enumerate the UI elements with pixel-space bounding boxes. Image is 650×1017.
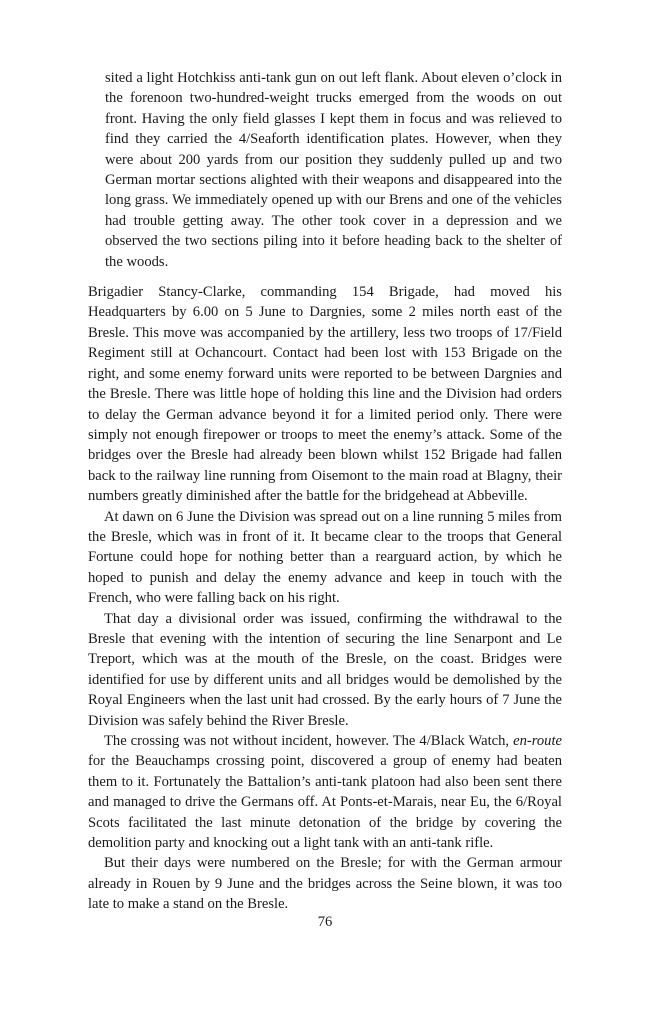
body-paragraph-1: Brigadier Stancy-Clarke, commanding 154 Brigade, had moved his Headquarters by 6.00 on 5 June to Dargnies, some 2 miles north east of the Bresle. This move was accompanied by the artillery, less two troops of 17/Field Regiment still at Ochancourt. Contact had been lost with 153 Brigade on the right, and some enemy forward units were reported to be between Dargnies and the Bresle. There was little hope of holding this line and the Division had orders to delay the German advance beyond it for a limited period only. There were simply not enough firepower or troops to meet the enemy’s attack. Some of the bridges over the Bresle had already been blown whilst 152 Brigade had fallen back to the railway line running from Oisemont to the main road at Blagny, their numbers greatly diminished after the battle for the bridgehead at Abbeville. (88, 284, 562, 505)
paragraph-4-text-start: The crossing was not without incident, however. The 4/Black Watch, (104, 733, 514, 749)
body-paragraph-2: At dawn on 6 June the Division was spread out on a line running 5 miles from the Bresle, which was in front of it. It became clear to the troops that General Fortune could hope for nothing better than a rearguard action, by which he hoped to punish and delay the enemy advance and keep in touch with the French, who were falling back on his right. (88, 508, 562, 607)
body-paragraph-5: But their days were numbered on the Bresle; for with the German armour already in Rouen by 9 June and the bridges across the Seine blown, it was too late to make a stand on the Bresle. (88, 855, 562, 913)
body-paragraph-4 (88, 731, 562, 853)
body-paragraph-3: That day a divisional order was issued, confirming the withdrawal to the Bresle that evening with the intention of securing the line Senarpont and Le Treport, which was at the mouth of the Bresle, on the coast. Bridges were identified for use by different units and all bridges would be demolished by the Royal Engineers when the last unit had crossed. By the early hours of 7 June the Division was safely behind the River Bresle. (88, 610, 562, 729)
italic-term: en-route (513, 733, 562, 749)
page-body (88, 68, 562, 915)
page-number: 76 (317, 914, 333, 930)
paragraph-4-text-end: for the Beauchamps crossing point, discovered a group of enemy had beaten them to it. Fortunately the Battalion’s anti-tank platoon had also been sent there and managed to drive the Germans off. At Ponts-et-Marais, near Eu, the 6/Royal Scots facilitated the last minute detonation of the bridge by covering the demolition party and knocking out a light tank with an anti-tank rifle. (88, 753, 562, 852)
block-quote: sited a light Hotchkiss anti-tank gun on out left flank. About eleven o’clock in the forenoon two-hundred-weight trucks emerged from the woods on out front. Having the only field glasses I kept them in focus and was relieved to find they carried the 4/Seaforth identification plates. However, when they were about 200 yards from our position they suddenly pulled up and two German mortar sections alighted with their weapons and disappeared into the long grass. We immediately opened up with our Brens and one of the vehicles had trouble getting away. The other took cover in a depression and we observed the two sections piling into it before heading back to the shelter of the woods. (105, 70, 562, 270)
